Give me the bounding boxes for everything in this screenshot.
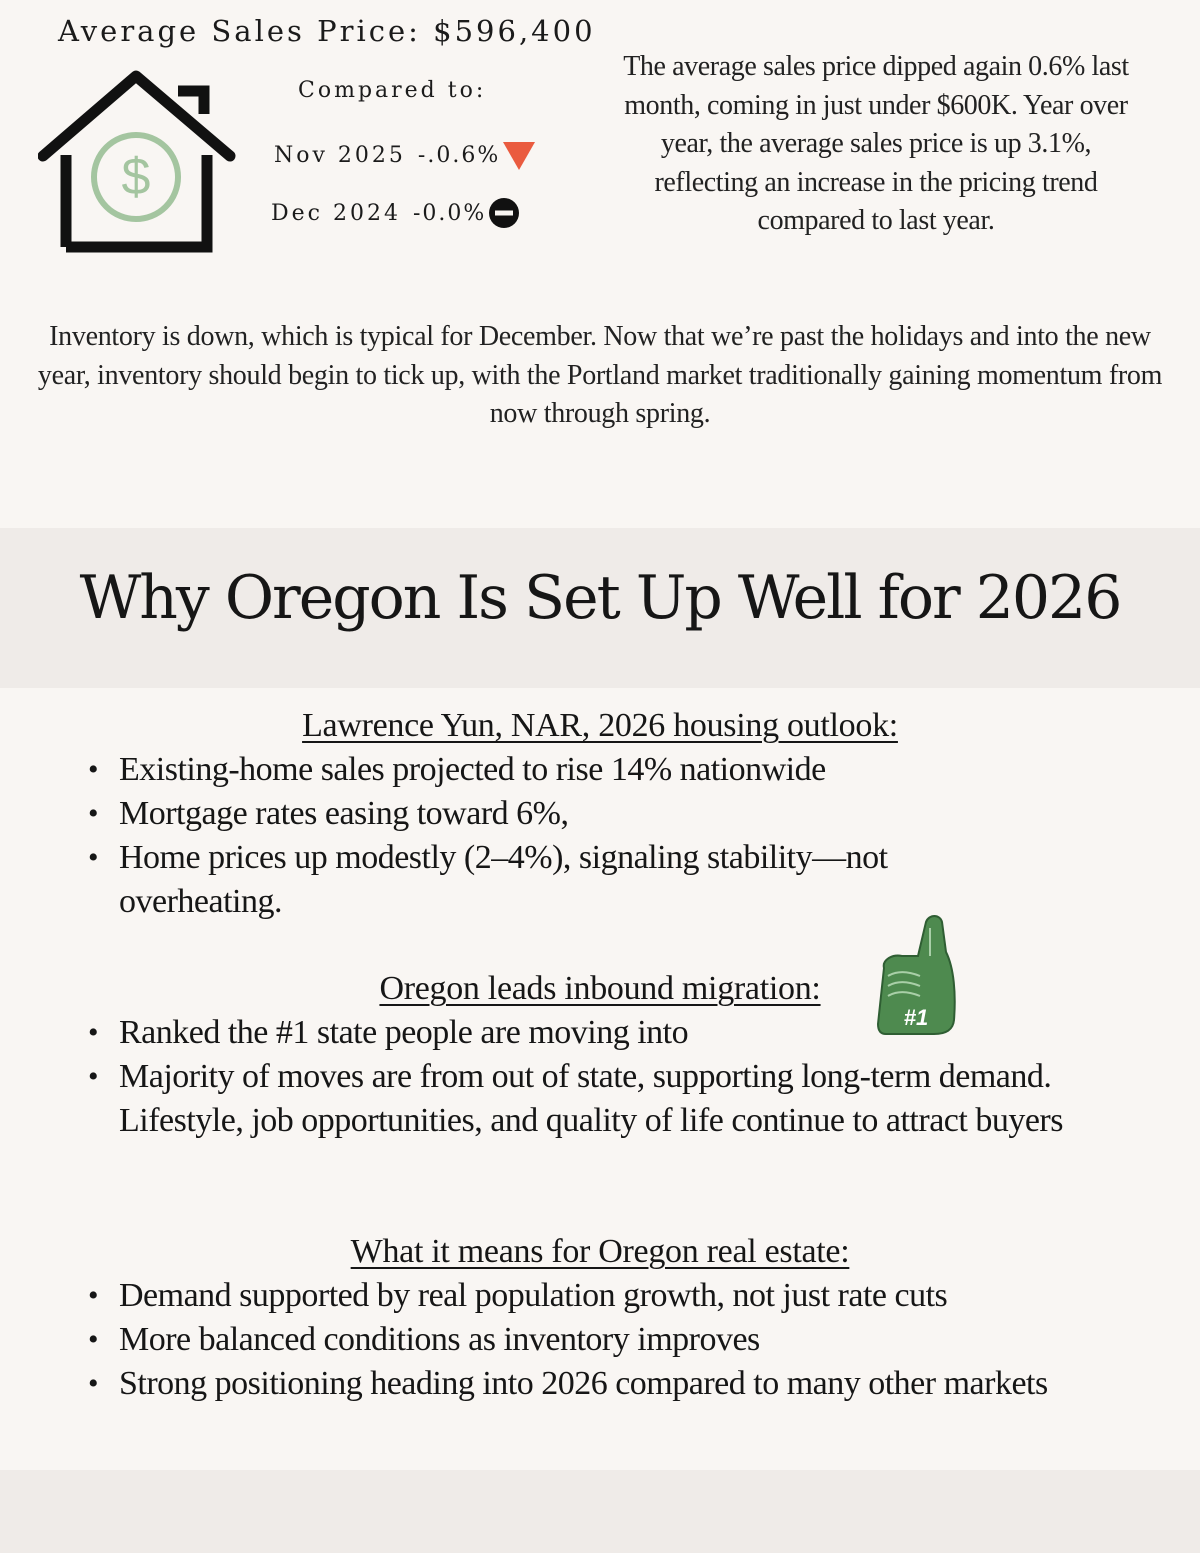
list-item: • Existing-home sales projected to rise 14% nationwide (84, 748, 1144, 792)
footer-band (0, 1470, 1200, 1553)
foam-finger-icon (874, 912, 958, 1040)
price-summary-paragraph: The average sales price dipped again 0.6% last month, coming in just under $600K. Year over year, the average sales price is up 3.1%, reflecting an increase in the pricing trend compared to last year. (623, 51, 1129, 236)
bullet-list-migration (84, 1011, 1144, 1143)
price-summary-section (0, 0, 1200, 528)
neutral-minus-icon (488, 197, 520, 229)
bullet-list-nar-outlook (84, 748, 1144, 924)
section-heading-migration: Oregon leads inbound migration: (379, 970, 821, 1007)
list-item: • Majority of moves are from out of state, supporting long-term demand. Lifestyle, job opportunities, and quality of life continue to attract buyers (84, 1055, 1144, 1143)
comparison-change: -.0.6% (417, 142, 501, 168)
comparison-row-nov-2025 (274, 138, 536, 172)
compared-to-label: Compared to: (298, 78, 487, 103)
list-item: • Strong positioning heading into 2026 compared to many other markets (84, 1362, 1079, 1406)
list-item: • Home prices up modestly (2–4%), signaling stability—not overheating. (84, 836, 999, 924)
list-item: • Demand supported by real population growth, not just rate cuts (84, 1274, 1144, 1318)
comparison-period: Dec 2024 (271, 200, 401, 226)
list-item: • Mortgage rates easing toward 6%, (84, 792, 1144, 836)
list-item: • Ranked the #1 state people are moving into (84, 1011, 1144, 1055)
average-sales-price-title: Average Sales Price: $596,400 (58, 14, 596, 48)
section-heading-oregon-real-estate: What it means for Oregon real estate: (350, 1233, 850, 1270)
comparison-period: Nov 2025 (274, 142, 406, 168)
comparison-row-dec-2024 (271, 196, 520, 230)
page-headline: Why Oregon Is Set Up Well for 2026 (79, 563, 1121, 633)
foam-finger-label: #1 (903, 1005, 929, 1030)
comparison-change: -0.0% (412, 200, 487, 226)
bullet-list-oregon-real-estate (84, 1274, 1144, 1406)
list-item: • More balanced conditions as inventory improves (84, 1318, 1144, 1362)
house-dollar-icon (38, 70, 238, 254)
svg-text:$: $ (121, 148, 151, 206)
section-heading-nar-outlook: Lawrence Yun, NAR, 2026 housing outlook: (302, 707, 898, 744)
down-triangle-icon (502, 138, 536, 172)
inventory-paragraph: Inventory is down, which is typical for December. Now that we’re past the holidays and into the new year, inventory should begin to tick up, with the Portland market traditionally gaining momentum from now through spring. (37, 321, 1163, 429)
